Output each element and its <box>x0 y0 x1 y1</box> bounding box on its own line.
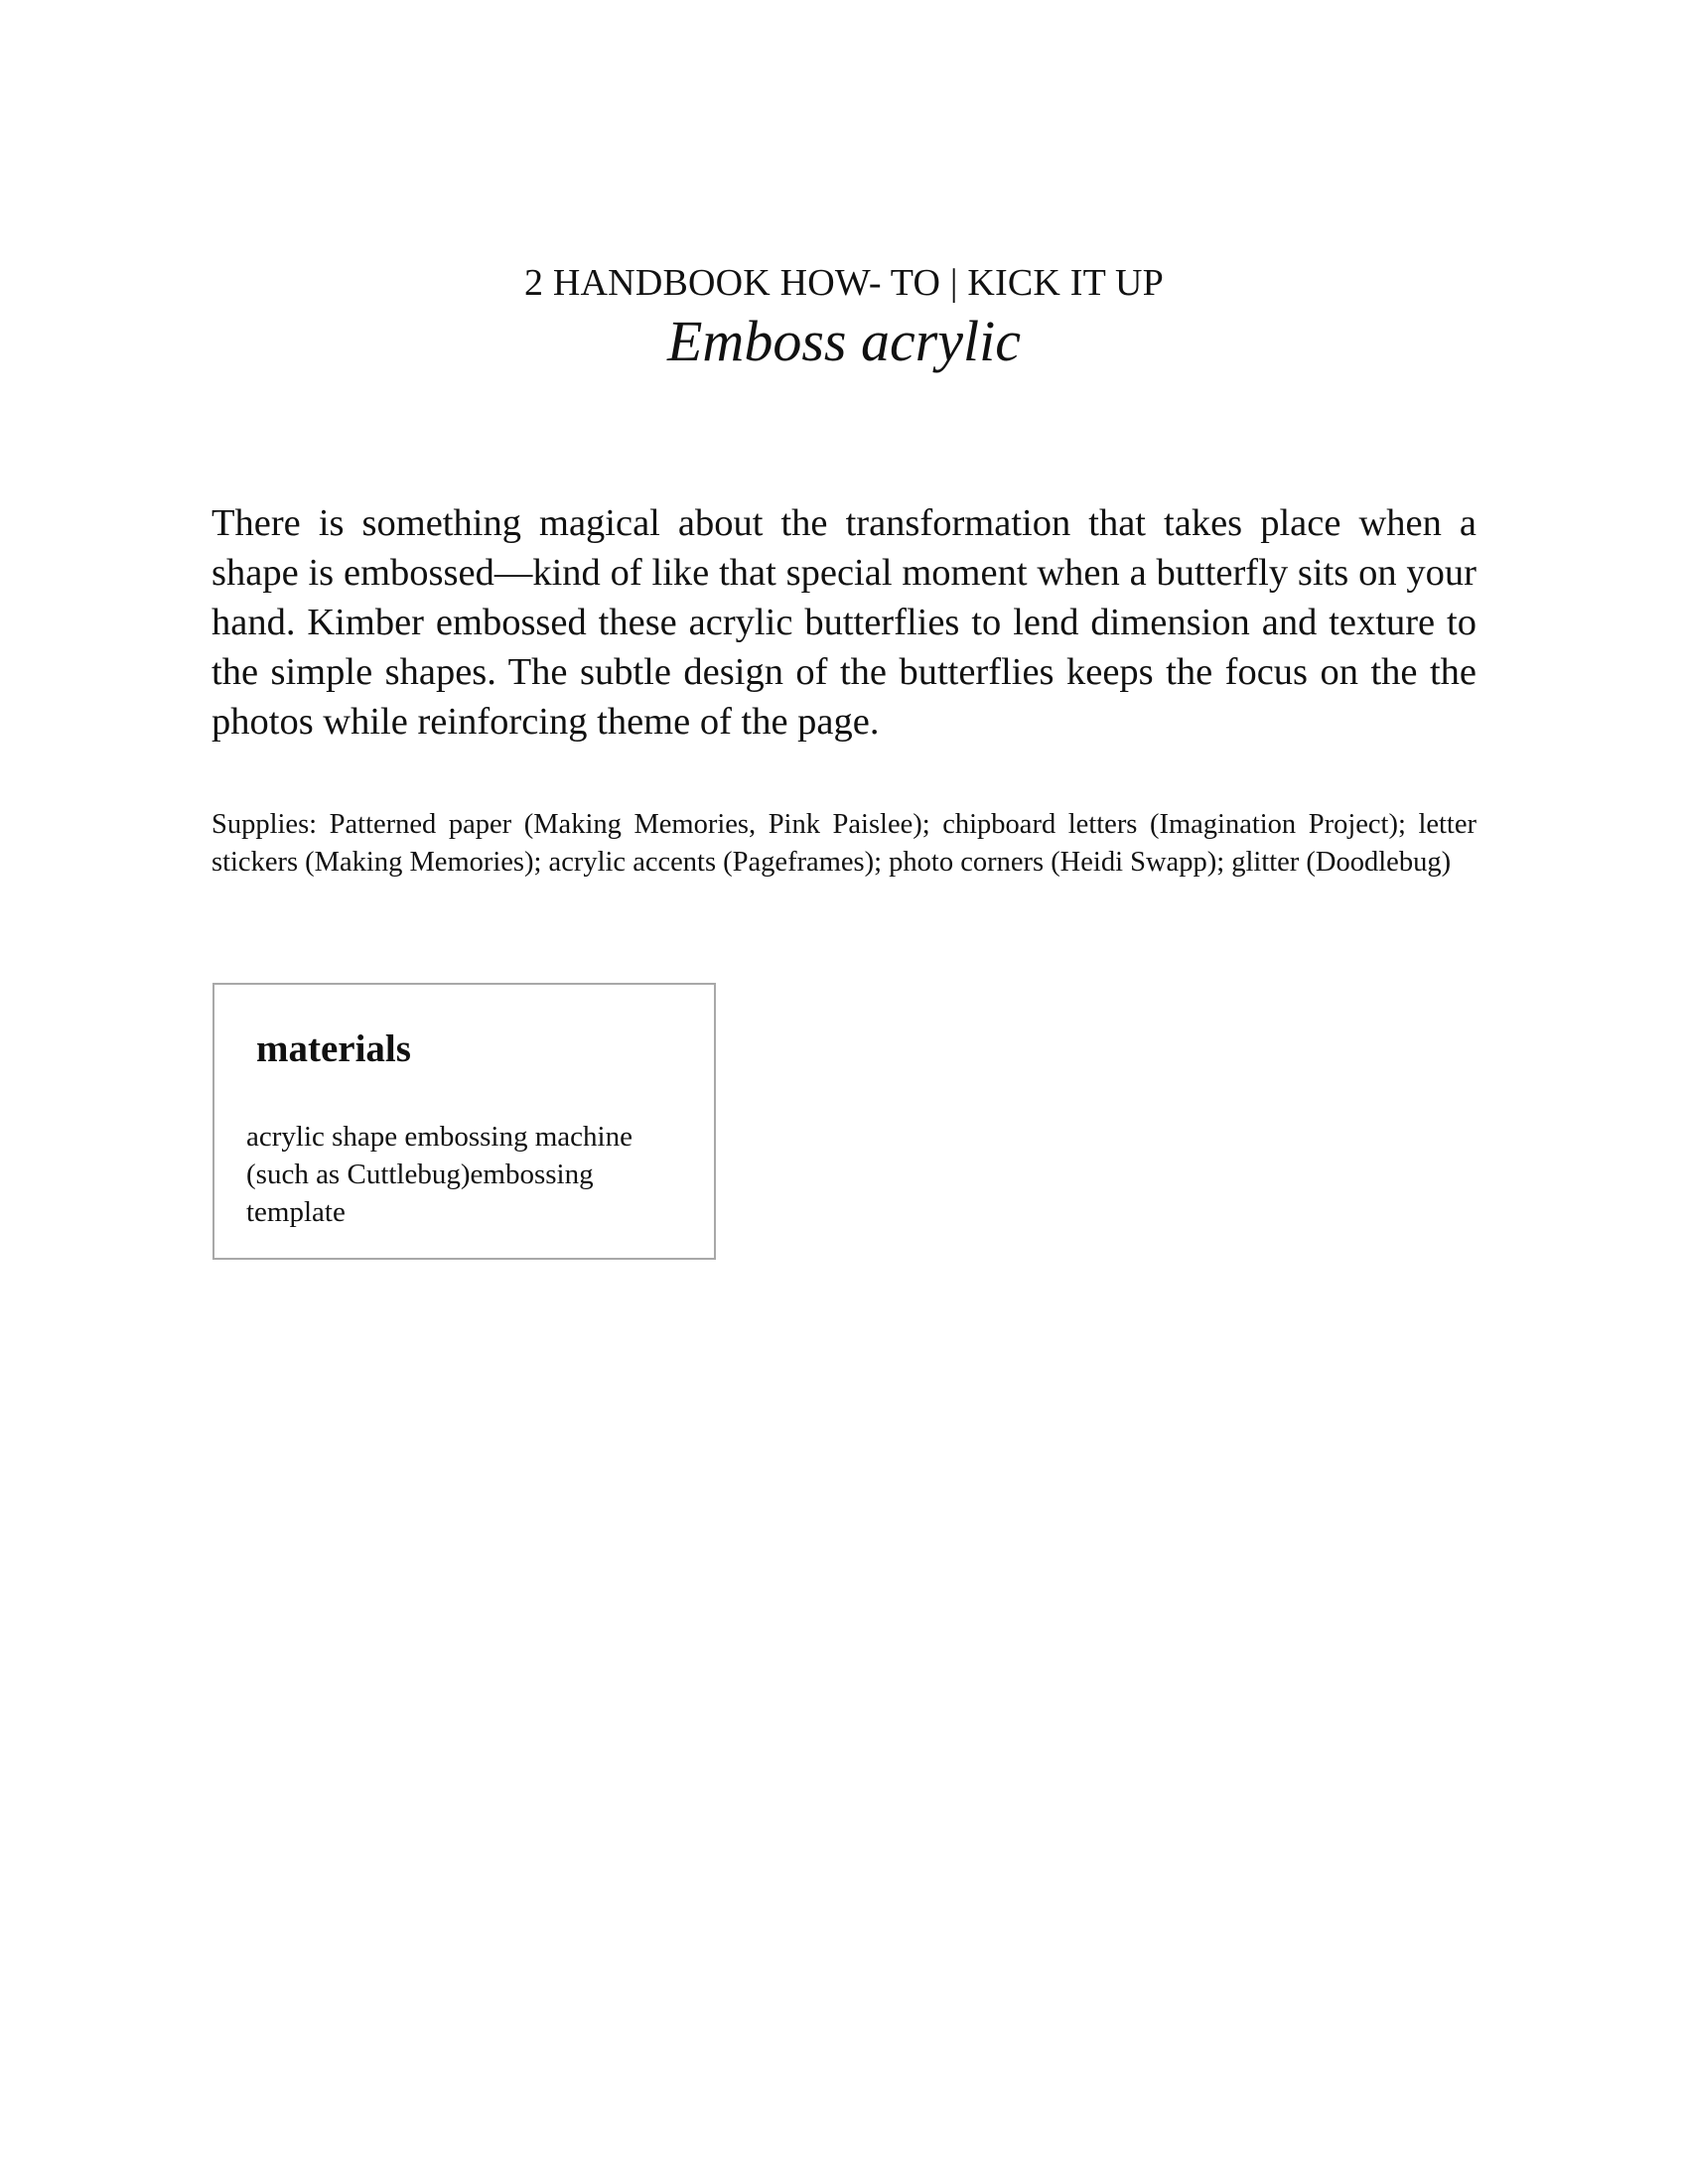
materials-heading: materials <box>256 1027 411 1070</box>
intro-paragraph: There is something magical about the transformation that takes place when a shape is embossed—kind of like that special moment when a butterfly sits on your hand. Kimber embossed these acrylic butterflies to lend dimension and texture to the simple shapes. The subtle design of the butterflies keeps the focus on the the photos while reinforcing theme of the page. <box>211 502 1477 743</box>
page-title: Emboss acrylic <box>667 309 1021 373</box>
section-kicker: 2 HANDBOOK HOW- TO | KICK IT UP <box>524 262 1164 304</box>
materials-box <box>212 983 716 1260</box>
supplies-paragraph: Supplies: Patterned paper (Making Memories, Pink Paislee); chipboard letters (Imagination Project); letter stickers (Making Memories); acrylic accents (Pageframes); photo corners (Heidi Swapp); glitter (Doodlebug) <box>211 809 1477 878</box>
materials-list: acrylic shape embossing machine (such as Cuttlebug)embossing template <box>246 1121 633 1228</box>
page-header <box>0 260 1688 373</box>
